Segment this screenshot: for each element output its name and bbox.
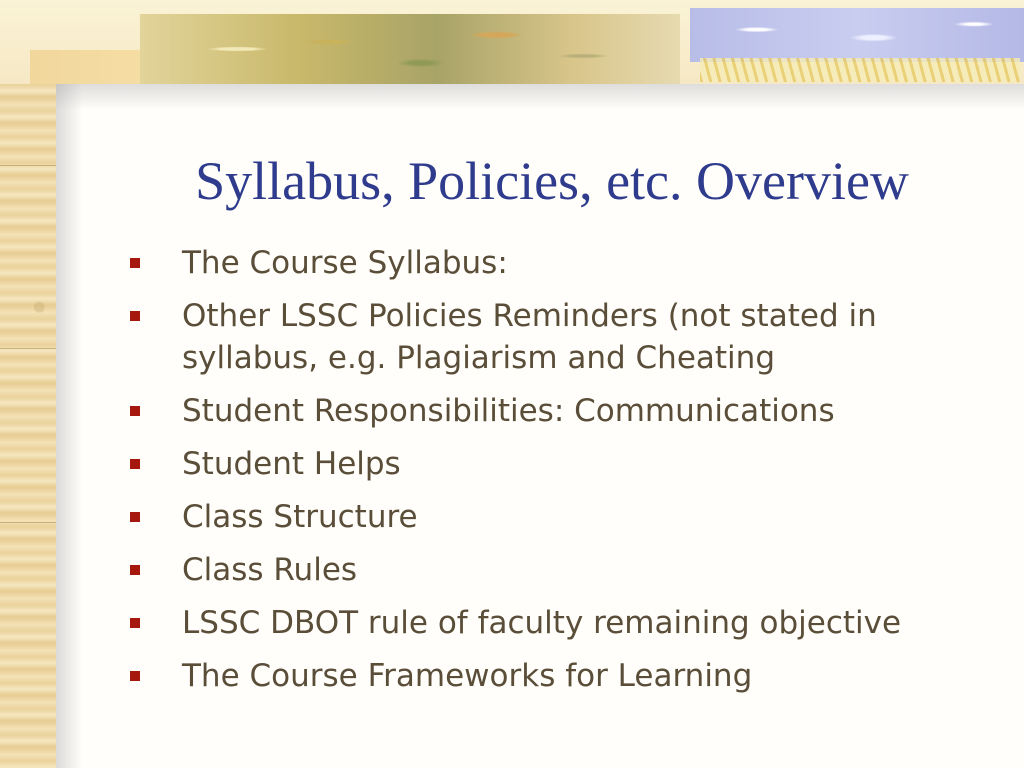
bullet-text: Other LSSC Policies Reminders (not stated in syllabus, e.g. Plagiarism and Cheating xyxy=(182,298,877,376)
square-bullet-icon xyxy=(130,258,140,268)
square-bullet-icon xyxy=(130,459,140,469)
autumn-leaves-image xyxy=(140,14,680,84)
bullet-text: LSSC DBOT rule of faculty remaining objective xyxy=(182,605,902,641)
gold-star-pattern xyxy=(700,58,1020,82)
bullet-item xyxy=(128,655,998,697)
bullet-text: Class Structure xyxy=(182,499,418,535)
bullet-item xyxy=(128,242,998,284)
strip-seam xyxy=(0,348,56,349)
bullet-text: Student Responsibilities: Communications xyxy=(182,393,835,429)
strip-seam xyxy=(0,522,56,523)
bullet-item xyxy=(128,549,998,591)
banner-shadow xyxy=(56,84,1024,110)
bullet-item xyxy=(128,496,998,538)
bullet-item xyxy=(128,295,998,379)
blue-floral-image xyxy=(690,8,1024,62)
bullet-item xyxy=(128,602,998,644)
side-shadow xyxy=(56,0,82,768)
decorative-banner xyxy=(0,0,1024,84)
bullet-text: The Course Frameworks for Learning xyxy=(182,658,753,694)
slide-title: Syllabus, Policies, etc. Overview xyxy=(195,151,909,211)
bullet-text: The Course Syllabus: xyxy=(182,245,508,281)
bullet-item xyxy=(128,390,998,432)
square-bullet-icon xyxy=(130,671,140,681)
bullet-item xyxy=(128,443,998,485)
bullet-text: Class Rules xyxy=(182,552,358,588)
strip-seam xyxy=(0,165,56,166)
square-bullet-icon xyxy=(130,618,140,628)
square-bullet-icon xyxy=(130,565,140,575)
parchment-side-strip xyxy=(0,0,56,768)
bullet-list xyxy=(128,242,998,708)
square-bullet-icon xyxy=(130,512,140,522)
square-bullet-icon xyxy=(130,406,140,416)
bullet-text: Student Helps xyxy=(182,446,401,482)
square-bullet-icon xyxy=(130,311,140,321)
